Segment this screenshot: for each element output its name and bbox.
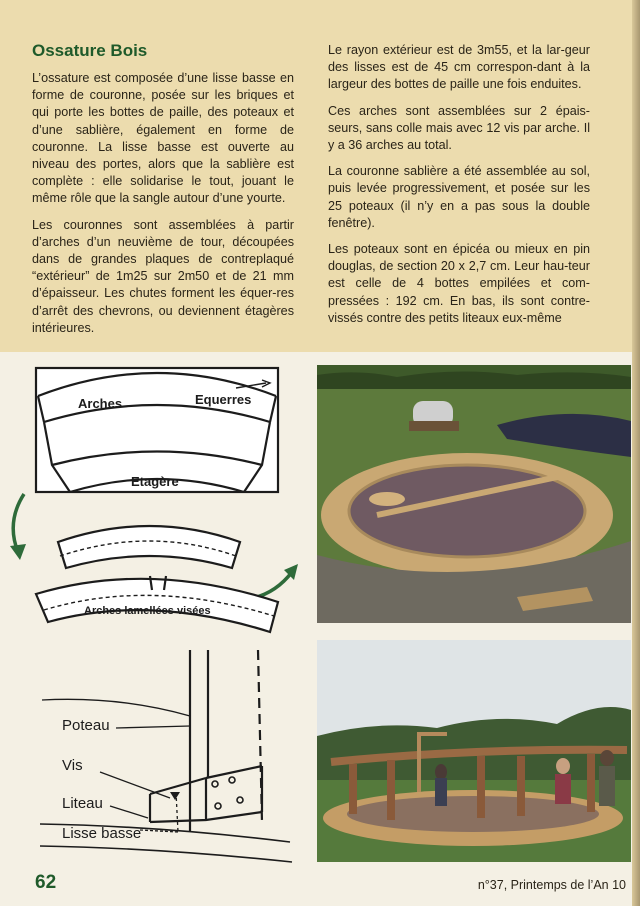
label-arches: Arches bbox=[78, 396, 123, 411]
right-column bbox=[328, 42, 590, 336]
green-arrow-icon bbox=[13, 494, 24, 552]
construction-diagram bbox=[0, 352, 316, 872]
green-arrowhead-icon bbox=[10, 544, 26, 560]
label-vis: Vis bbox=[62, 757, 83, 774]
paragraph: Le rayon extérieur est de 3m55, et la lar-geur des lisses est de 45 cm correspon-dant à la largeur des bottes de paille une fois enduites. bbox=[328, 43, 590, 92]
paragraph: Ces arches sont assemblées sur 2 épais-seurs, sans colle mais avec 12 vis par arche. Il y a 36 arches au total. bbox=[328, 103, 590, 153]
left-column bbox=[32, 40, 294, 346]
photo-raising-ring bbox=[317, 640, 631, 862]
label-equerres: Equerres bbox=[195, 392, 252, 407]
paragraph: L’ossature est composée d’une lisse basse en forme de couronne, posée sur les briques et qui porte les bottes de paille, des poteaux et d’une sablière, également en forme de couronne. La lisse basse est ouverte au niveau des portes, alors que la sablière est complète : elle solidarise le tout, jouant le même rôle que la sangle autour d’une yourte. bbox=[32, 71, 294, 206]
label-etagere: Etagère bbox=[131, 474, 179, 489]
paragraph: Les couronnes sont assemblées à partir d’arches d’un neuvième de tour, découpées dans de grandes plaques de contreplaqué “extérieur” de 1m25 sur 2m50 et de 21 mm d’épaisseur. Les chutes forment les équer-res d’arrêt des chevrons, ou deviennent étagères intérieures. bbox=[32, 217, 294, 335]
photo-ring-foundation bbox=[317, 365, 631, 623]
label-arches-lamellees: Arches lamellées visées bbox=[84, 605, 211, 617]
paragraph: La couronne sablière a été assemblée au sol, puis levée progressivement, et posée sur les 25 poteaux (il n’y en a pas sous la double fenêtre). bbox=[328, 164, 590, 230]
screw-icon bbox=[170, 792, 180, 800]
label-lisse-basse: Lisse basse bbox=[62, 825, 142, 842]
paragraph: Les poteaux sont en épicéa ou mieux en pin douglas, de section 20 x 2,7 cm. Leur hau-teur est celle de 4 bottes empilées et com-pressées : 192 cm. En bas, ils sont contre-vissés contre des petits liteaux eux-même bbox=[328, 242, 590, 325]
article-title: Ossature Bois bbox=[32, 41, 148, 60]
page-number: 62 bbox=[35, 872, 57, 893]
label-poteau: Poteau bbox=[62, 717, 110, 734]
issue-info: n°37, Printemps de l’An 10 bbox=[477, 878, 626, 892]
page-edge bbox=[632, 0, 640, 906]
label-liteau: Liteau bbox=[62, 795, 103, 812]
